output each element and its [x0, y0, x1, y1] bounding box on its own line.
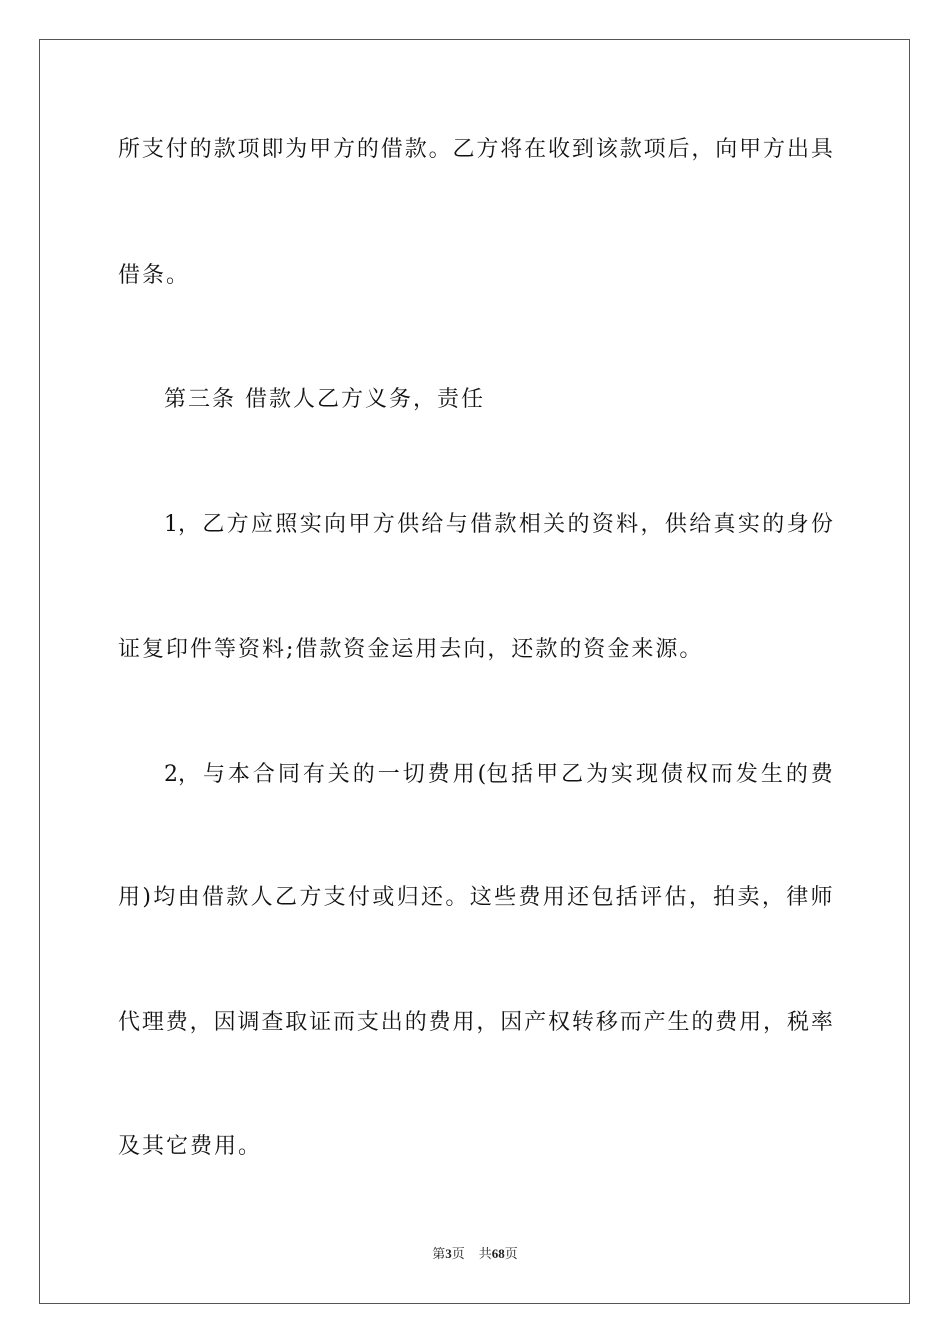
body-line-4: 1， 乙 方 应 照 实 向 甲 方 供 给 与 借 款 相 关 的 资 料 ， 供 给 真 实 的 身 份 [164, 512, 833, 537]
total-pages: 68 [491, 1246, 505, 1261]
page-footer [0, 1246, 950, 1262]
body-line-2: 借条。 [118, 263, 191, 288]
body-line-7: 用 ) 均 由 借 款 人 乙 方 支 付 或 归 还 。 这 些 费 用 还 包 括 评 估 ， 拍 卖 ， 律 师 [118, 885, 833, 910]
page-label-prefix: 第 [432, 1246, 446, 1261]
total-label-suffix: 页 [504, 1246, 518, 1261]
body-line-9: 及其它费用。 [118, 1134, 263, 1159]
page-number: 3 [445, 1246, 452, 1261]
article-heading: 第三条 借款人乙方义务，责任 [164, 387, 485, 412]
page-border [39, 39, 910, 1304]
body-line-6: 2， 与 本 合 同 有 关 的 一 切 费 用 (包 括 甲 乙 为 实 现 债 权 而 发 生 的 费 [164, 762, 833, 787]
body-line-8: 代 理 费 ， 因 调 查 取 证 而 支 出 的 费 用 ， 因 产 权 转 移 而 产 生 的 费 用 ， 税 率 [118, 1010, 833, 1035]
body-line-1: 所 支 付 的 款 项 即 为 甲 方 的 借 款 。 乙 方 将 在 收 到 该 款 项 后 ， 向 甲 方 出 具 [118, 137, 833, 162]
page-label-suffix: 页 [451, 1246, 465, 1261]
total-label-prefix: 共 [478, 1246, 492, 1261]
body-line-5: 证复印件等资料;借款资金运用去向，还款的资金来源。 [118, 637, 704, 662]
